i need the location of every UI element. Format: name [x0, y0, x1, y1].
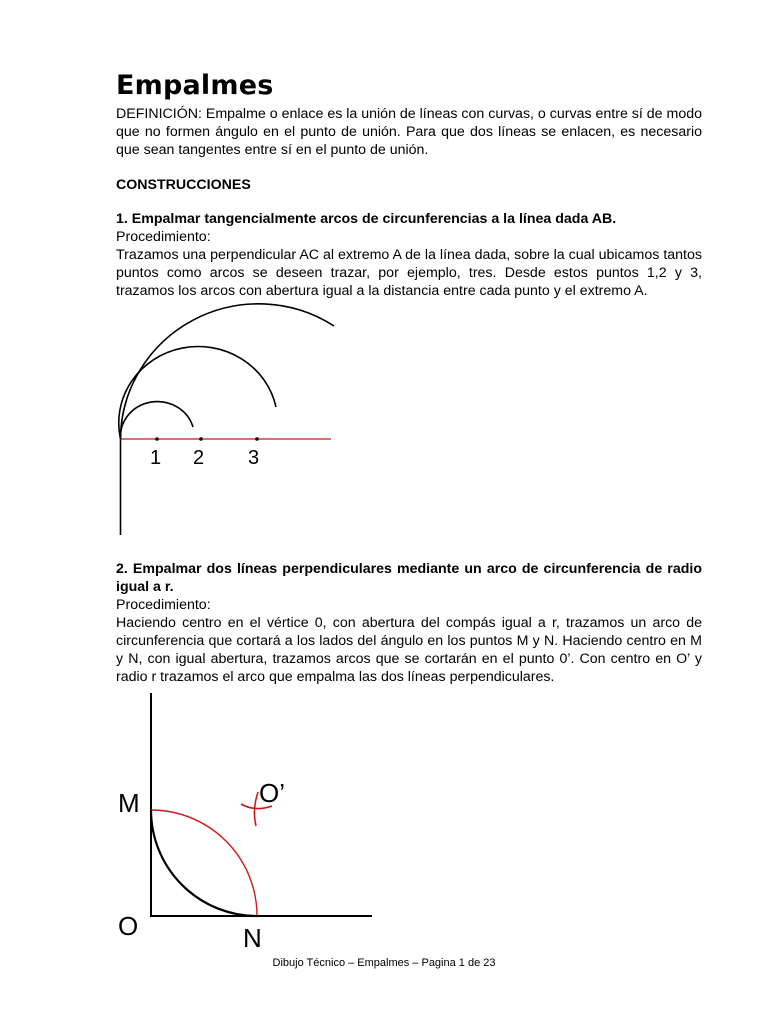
label-o-prime: O’ [259, 778, 285, 808]
construction-2-heading: 2. Empalmar dos líneas perpendiculares mediante un arco de circunferencia de radio igual a r. [116, 561, 702, 595]
construction-1-heading: 1. Empalmar tangencialmente arcos de circunferencias a la línea dada AB. [116, 211, 617, 227]
section-heading: CONSTRUCCIONES [116, 177, 251, 193]
label-o: O [118, 911, 139, 941]
definition-paragraph: DEFINICIÓN: Empalme o enlace es la unión de líneas con curvas, o curvas entre sí de modo que no formen ángulo en el punto de unión. Para que dos líneas se enlacen, es necesario que sean tangentes entre sí en el punto de unión. [116, 106, 702, 158]
page-title: Empalmes [116, 70, 274, 101]
construction-1-procedure-text: Trazamos una perpendicular AC al extremo A de la línea dada, sobre la cual ubicamos tantos puntos como arcos se deseen trazar, por ejemplo, tres. Desde estos puntos 1,2 y 3, trazamos los arcos con abertura igual a la distancia entre cada punto y el extremo A. [116, 247, 702, 299]
construction-2-procedure-label: Procedimiento: [116, 597, 211, 613]
label-point-1: 1 [150, 447, 162, 469]
construction-2-procedure-text: Haciendo centro en el vértice 0, con abertura del compás igual a r, trazamos un arco de circunferencia que cortará a los lados del ángulo en los puntos M y N. Haciendo centro en M y N, con igual abertura, trazamos arcos que se cortarán en el punto 0’. Con centro en O’ y radio r trazamos el arco que empalma las dos líneas perpendiculares. [116, 615, 702, 685]
arc-compass-mn [151, 810, 257, 916]
construction-1-procedure-label: Procedimiento: [116, 229, 211, 245]
label-n: N [243, 923, 262, 953]
page-footer: Dibujo Técnico – Empalmes – Pagina 1 de 23 [272, 957, 496, 969]
label-point-3: 3 [248, 447, 260, 469]
arc-fillet [151, 810, 257, 916]
label-point-2: 2 [193, 447, 205, 469]
label-m: M [118, 788, 140, 818]
